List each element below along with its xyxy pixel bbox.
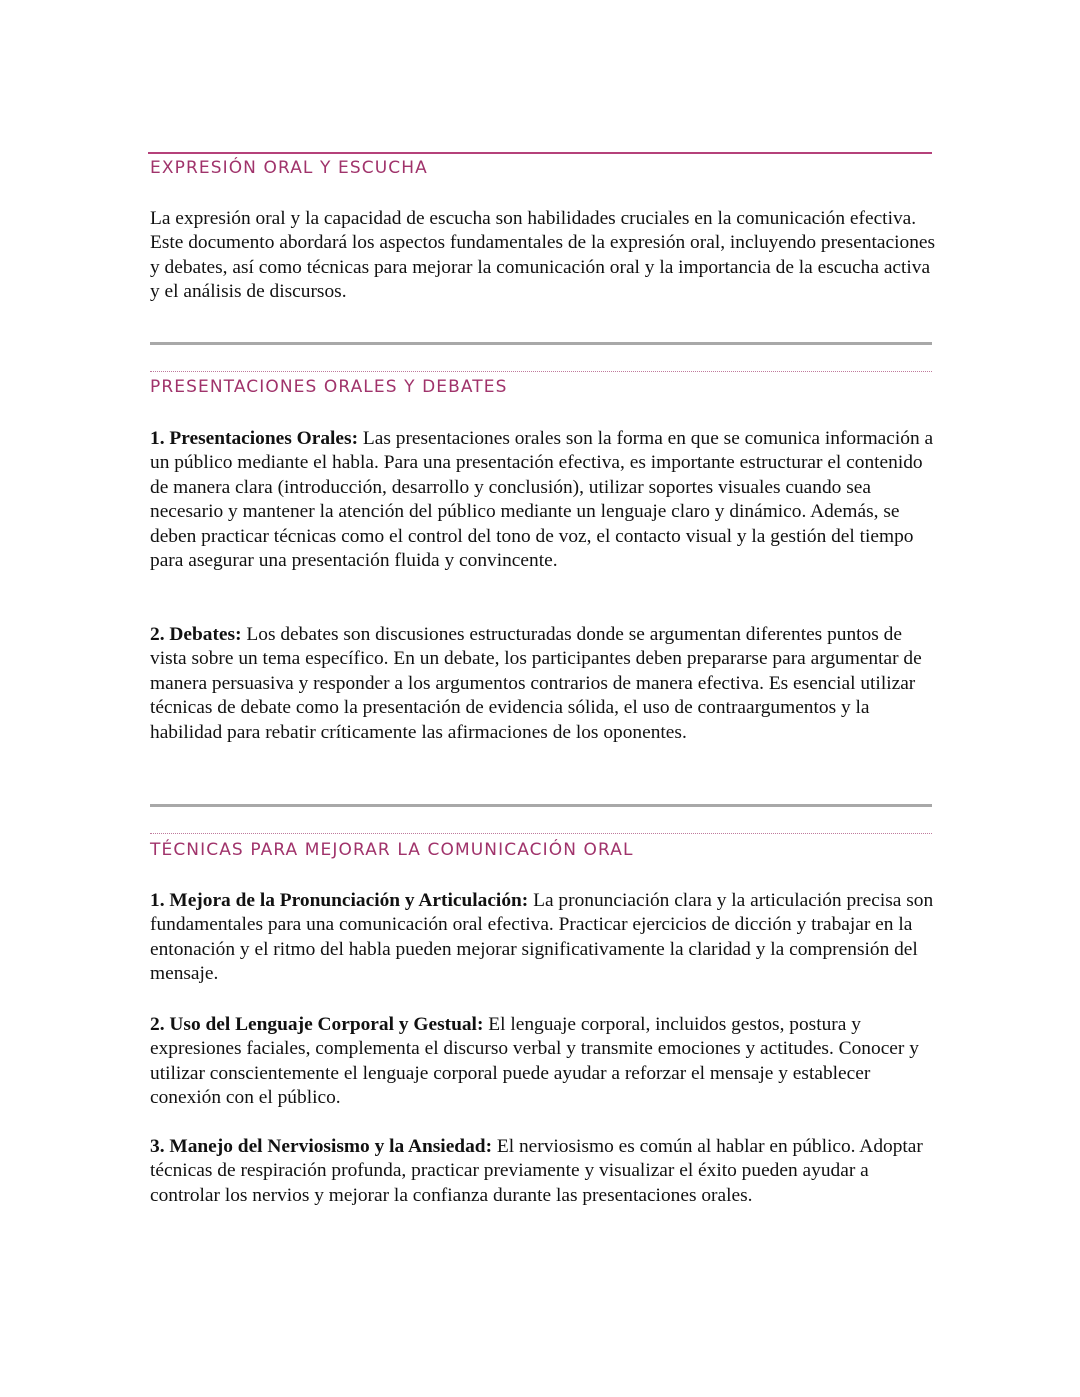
paragraph-text: Las presentaciones orales son la forma en que se comunica información a un público mediante el habla. Para una presentación efectiva, es importante estructurar el contenido de manera clara (introducción, desarrollo y conclusión), utilizar soportes visuales cuando sea necesario y mantener la atención del público mediante un lenguaje claro y dinámico. Además, se deben practicar técnicas como el control del tono de voz, el contacto visual y la gestión del tiempo para asegurar una presentación fluida y convincente. — [150, 428, 934, 572]
section-heading-expresion-oral: EXPRESIÓN ORAL Y ESCUCHA — [150, 158, 428, 178]
paragraph-lenguaje-corporal — [150, 1013, 940, 1111]
intro-paragraph — [150, 207, 940, 305]
paragraph-lead: 1. Mejora de la Pronunciación y Articulación: — [150, 890, 529, 911]
paragraph-text: La expresión oral y la capacidad de escucha son habilidades cruciales en la comunicación efectiva. Este documento abordará los aspectos fundamentales de la expresión oral, incluyendo presentaciones y debates, así como técnicas para mejorar la comunicación oral y la importancia de la escucha activa y el análisis de discursos. — [150, 208, 936, 303]
paragraph-text: El nerviosismo es común al hablar en público. Adoptar técnicas de respiración profunda, practicar previamente y visualizar el éxito pueden ayudar a controlar los nervios y mejorar la confianza durante las presentaciones orales. — [150, 1136, 923, 1206]
paragraph-presentaciones-orales — [150, 427, 940, 573]
section-heading-tecnicas: TÉCNICAS PARA MEJORAR LA COMUNICACIÓN ORAL — [150, 840, 634, 860]
dotted-rule — [150, 833, 932, 834]
paragraph-lead: 3. Manejo del Nerviosismo y la Ansiedad: — [150, 1136, 493, 1157]
paragraph-text: El lenguaje corporal, incluidos gestos, postura y expresiones faciales, complementa el discurso verbal y transmite emociones y actitudes. Conocer y utilizar conscientemente el lenguaje corporal puede ayudar a reforzar el mensaje y establecer conexión con el público. — [150, 1014, 919, 1109]
header-accent-rule — [148, 152, 932, 154]
paragraph-text: La pronunciación clara y la articulación precisa son fundamentales para una comunicación oral efectiva. Practicar ejercicios de dicción y trabajar en la entonación y el ritmo del habla pueden mejorar significativamente la claridad y la comprensión del mensaje. — [150, 890, 934, 985]
dotted-rule — [150, 371, 932, 372]
section-divider — [150, 342, 932, 345]
paragraph-pronunciacion — [150, 889, 940, 987]
paragraph-nerviosismo — [150, 1135, 940, 1208]
paragraph-text: Los debates son discusiones estructuradas donde se argumentan diferentes puntos de vista sobre un tema específico. En un debate, los participantes deben prepararse para argumentar de manera persuasiva y responder a los argumentos contrarios de manera efectiva. Es esencial utilizar técnicas de debate como la presentación de evidencia sólida, el uso de contraargumentos y la habilidad para rebatir críticamente las afirmaciones de los oponentes. — [150, 624, 922, 743]
paragraph-lead: 2. Debates: — [150, 624, 242, 645]
section-heading-presentaciones: PRESENTACIONES ORALES Y DEBATES — [150, 377, 508, 397]
paragraph-lead: 2. Uso del Lenguaje Corporal y Gestual: — [150, 1014, 484, 1035]
paragraph-lead: 1. Presentaciones Orales: — [150, 428, 359, 449]
paragraph-debates — [150, 623, 940, 745]
section-divider — [150, 804, 932, 807]
